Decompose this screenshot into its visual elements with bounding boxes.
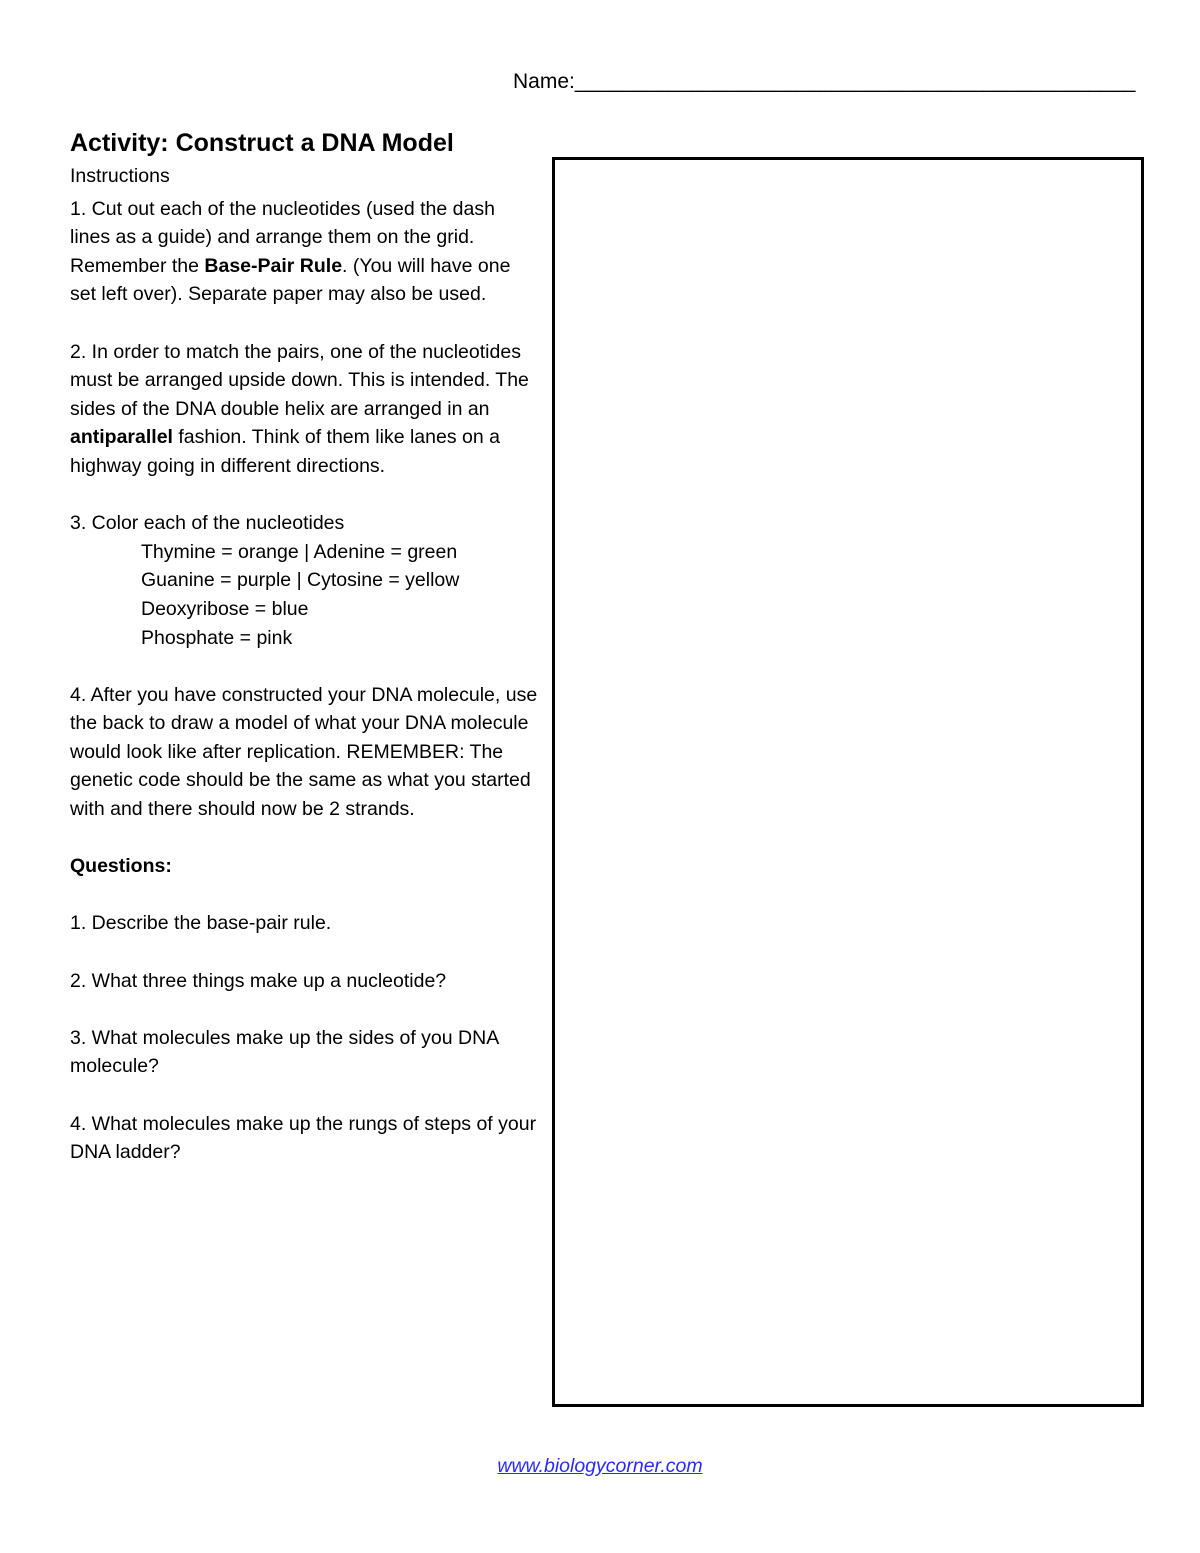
name-blank: ________________________________________________ (574, 70, 1136, 93)
name-field (513, 70, 1135, 94)
color-key-line: Guanine = purple | Cytosine = yellow (141, 569, 460, 592)
color-key-line: Thymine = orange | Adenine = green (141, 540, 458, 563)
questions-heading: Questions: (70, 855, 172, 878)
footer-link-text[interactable]: www.biologycorner.com (497, 1455, 703, 1477)
instruction-step-1: 1. Cut out each of the nucleotides (used the dash lines as a guide) and arrange them on the grid. Remember the Base-Pair Rule. (You will have one set left over). Separate paper may also be used. (70, 197, 511, 306)
question-item: 3. What molecules make up the sides of you DNA molecule? (70, 1026, 499, 1078)
question-item: 2. What three things make up a nucleotide? (70, 969, 447, 992)
color-key-line: Phosphate = pink (141, 626, 293, 649)
instruction-step-3: 3. Color each of the nucleotides (70, 512, 345, 535)
color-key-line: Deoxyribose = blue (141, 597, 309, 620)
instructions-column (70, 162, 540, 1167)
name-label: Name: (513, 70, 575, 93)
page-title: Activity: Construct a DNA Model (70, 129, 454, 157)
instruction-step-2: 2. In order to match the pairs, one of the nucleotides must be arranged upside down. This is intended. The sides of the DNA double helix are arranged in an antiparallel fashion. Think of them like lanes on a highway going in different directions. (70, 340, 529, 477)
footer-link[interactable] (0, 1455, 1200, 1478)
antiparallel-term: antiparallel (70, 426, 173, 449)
instructions-heading: Instructions (70, 165, 170, 187)
base-pair-rule-term: Base-Pair Rule (204, 254, 343, 277)
question-item: 4. What molecules make up the rungs of steps of your DNA ladder? (70, 1112, 537, 1164)
dna-model-box (552, 157, 1144, 1407)
question-item: 1. Describe the base-pair rule. (70, 912, 332, 935)
instruction-step-4: 4. After you have constructed your DNA molecule, use the back to draw a model of what your DNA molecule would look like after replication. REMEMBER: The genetic code should be the same as what you started with and there should now be 2 strands. (70, 683, 538, 821)
